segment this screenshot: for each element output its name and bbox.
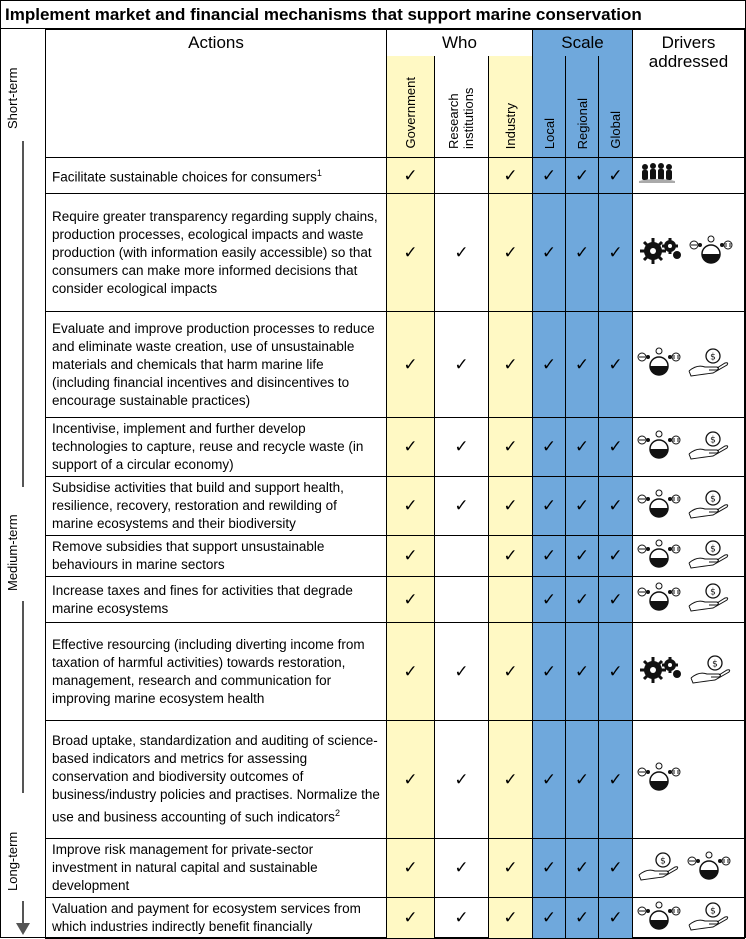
global-header: Global: [599, 56, 633, 158]
check-cell: ✓: [533, 312, 566, 418]
check-cell: ✓: [489, 839, 533, 898]
timeline-line-segment: [22, 601, 24, 793]
table-row: [46, 312, 745, 418]
check-cell: ✓: [435, 477, 489, 536]
check-cell: [435, 577, 489, 623]
check-cell: ✓: [533, 721, 566, 839]
check-cell: ✓: [435, 623, 489, 721]
check-cell: ✓: [489, 312, 533, 418]
check-cell: ✓: [566, 577, 599, 623]
drivers-cell: [633, 158, 745, 194]
who-header: Who: [387, 30, 533, 56]
drivers-cell: [633, 312, 745, 418]
footnote-marker: 1: [316, 168, 322, 179]
check-cell: ✓: [387, 577, 435, 623]
table-row: [46, 477, 745, 536]
action-text: Increase taxes and fines for activities that degrade marine ecosystems: [46, 577, 387, 623]
money-hand-icon: [687, 582, 731, 617]
check-cell: ✓: [599, 721, 633, 839]
drivers-cell: [633, 536, 745, 577]
table-row: [46, 158, 745, 194]
check-cell: ✓: [599, 898, 633, 939]
check-cell: ✓: [387, 312, 435, 418]
drivers-cell: [633, 418, 745, 477]
check-cell: ✓: [599, 839, 633, 898]
check-cell: ✓: [489, 477, 533, 536]
check-cell: ✓: [435, 839, 489, 898]
check-cell: ✓: [533, 577, 566, 623]
check-cell: ✓: [489, 158, 533, 194]
check-cell: ✓: [566, 194, 599, 312]
check-cell: ✓: [435, 721, 489, 839]
check-cell: ✓: [566, 721, 599, 839]
people-icon: [637, 162, 677, 189]
table-row: [46, 623, 745, 721]
gears-icon: [637, 235, 683, 270]
marine-sectors-icon: [637, 430, 681, 465]
drivers-cell: [633, 839, 745, 898]
drivers-cell: [633, 898, 745, 939]
timeline-line-segment: [22, 141, 24, 487]
action-text: Incentivise, implement and further develop technologies to capture, reuse and recycle waste (in support of a circular economy): [46, 418, 387, 477]
regional-header: Regional: [566, 56, 599, 158]
check-cell: ✓: [489, 721, 533, 839]
scale-header: Scale: [533, 30, 633, 56]
action-text: Effective resourcing (including diverting income from taxation of harmful activities) towards restoration, management, research and communication for improving marine ecosystem health: [46, 623, 387, 721]
timeline-short-term-label: Short-term: [5, 67, 20, 129]
check-cell: ✓: [387, 194, 435, 312]
svg-text:$: $: [710, 906, 716, 916]
check-cell: ✓: [533, 477, 566, 536]
check-cell: ✓: [387, 418, 435, 477]
marine-sectors-icon: [637, 762, 681, 797]
action-text: Improve risk management for private-sector investment in natural capital and sustainable development: [46, 839, 387, 898]
check-cell: ✓: [489, 623, 533, 721]
check-cell: ✓: [599, 623, 633, 721]
check-cell: ✓: [387, 721, 435, 839]
check-cell: [435, 536, 489, 577]
check-cell: ✓: [435, 194, 489, 312]
check-cell: ✓: [533, 623, 566, 721]
table-row: [46, 194, 745, 312]
check-cell: ✓: [387, 623, 435, 721]
research-header: Research institutions: [435, 56, 489, 158]
table-row: [46, 898, 745, 939]
timeline-medium-term-label: Medium-term: [5, 514, 20, 591]
local-header: Local: [533, 56, 566, 158]
table-row: [46, 536, 745, 577]
action-text: Valuation and payment for ecosystem services from which industries indirectly benefit financially: [46, 898, 387, 939]
check-cell: ✓: [533, 536, 566, 577]
check-cell: ✓: [566, 623, 599, 721]
action-text: Subsidise activities that build and support health, resilience, recovery, restoration and rewilding of marine ecosystems and their biodiversity: [46, 477, 387, 536]
svg-text:$: $: [712, 659, 718, 670]
marine-sectors-icon: [637, 539, 681, 574]
action-text: Require greater transparency regarding supply chains, production processes, ecological impacts and waste production (with information easily accessible) so that consumers can make more informed decisions that consider ecological impacts: [46, 194, 387, 312]
svg-text:$: $: [710, 352, 716, 363]
drivers-header: Drivers addressed: [633, 30, 745, 158]
check-cell: ✓: [489, 418, 533, 477]
actions-table: [45, 29, 745, 939]
action-text: Evaluate and improve production processes to reduce and eliminate waste creation, use of unsustainable materials and chemicals that harm marine life (including financial incentives and disincentives to encourage sustainable practices): [46, 312, 387, 418]
drivers-cell: [633, 194, 745, 312]
action-text: Remove subsidies that support unsustainable behaviours in marine sectors: [46, 536, 387, 577]
check-cell: ✓: [533, 839, 566, 898]
table-row: [46, 839, 745, 898]
check-cell: ✓: [566, 536, 599, 577]
table-row: [46, 721, 745, 839]
check-cell: ✓: [533, 158, 566, 194]
check-cell: ✓: [566, 898, 599, 939]
check-cell: ✓: [387, 536, 435, 577]
marine-sectors-icon: [689, 235, 733, 270]
check-cell: ✓: [599, 312, 633, 418]
table-row: [46, 577, 745, 623]
check-cell: [435, 158, 489, 194]
svg-text:$: $: [710, 544, 716, 554]
svg-text:$: $: [710, 435, 716, 445]
drivers-cell: [633, 721, 745, 839]
check-cell: ✓: [435, 898, 489, 939]
svg-text:$: $: [710, 587, 716, 598]
check-cell: ✓: [533, 194, 566, 312]
actions-header: Actions: [46, 30, 387, 158]
check-cell: ✓: [435, 312, 489, 418]
money-hand-icon: [689, 654, 733, 689]
check-cell: ✓: [599, 194, 633, 312]
check-cell: ✓: [533, 418, 566, 477]
check-cell: ✓: [387, 477, 435, 536]
svg-text:$: $: [710, 494, 716, 504]
industry-header: Industry: [489, 56, 533, 158]
marine-sectors-icon: [637, 582, 681, 617]
check-cell: ✓: [435, 418, 489, 477]
check-cell: ✓: [387, 898, 435, 939]
timeline-arrowhead: [16, 923, 30, 935]
check-cell: ✓: [599, 477, 633, 536]
check-cell: ✓: [599, 418, 633, 477]
check-cell: ✓: [489, 898, 533, 939]
timeline-line-segment: [22, 901, 24, 923]
money-hand-icon: [687, 539, 731, 574]
drivers-cell: [633, 577, 745, 623]
footnote-marker: 2: [334, 808, 340, 819]
svg-text:$: $: [660, 856, 666, 866]
action-text: Broad uptake, standardization and auditing of science-based indicators and metrics for assessing conservation and biodiversity outcomes of business/industry policies and practises. Normalize the use and business accounting of such indicators$^2$: [46, 721, 387, 839]
check-cell: ✓: [599, 158, 633, 194]
check-cell: ✓: [387, 839, 435, 898]
marine-sectors-icon: [637, 347, 681, 382]
money-hand-icon: [687, 347, 731, 382]
check-cell: ✓: [599, 536, 633, 577]
page-title: Implement market and financial mechanisms that support marine conservation: [1, 1, 745, 29]
marine-sectors-icon: [637, 901, 681, 936]
check-cell: [489, 577, 533, 623]
check-cell: ✓: [566, 477, 599, 536]
check-cell: ✓: [489, 536, 533, 577]
drivers-cell: [633, 477, 745, 536]
check-cell: ✓: [566, 418, 599, 477]
table-row: [46, 418, 745, 477]
check-cell: ✓: [566, 839, 599, 898]
check-cell: ✓: [566, 312, 599, 418]
money-hand-icon: [687, 430, 731, 465]
money-hand-icon: [687, 489, 731, 524]
action-text: Facilitate sustainable choices for consumers$^1$: [46, 158, 387, 194]
check-cell: ✓: [533, 898, 566, 939]
marine-sectors-icon: [687, 851, 731, 886]
check-cell: ✓: [387, 158, 435, 194]
timeline: [1, 29, 46, 937]
marine-sectors-icon: [637, 489, 681, 524]
timeline-long-term-label: Long-term: [5, 831, 20, 891]
check-cell: ✓: [599, 577, 633, 623]
check-cell: ✓: [566, 158, 599, 194]
gears-icon: [637, 654, 683, 689]
drivers-cell: [633, 623, 745, 721]
check-cell: ✓: [489, 194, 533, 312]
money-hand-icon: [637, 851, 681, 886]
money-hand-icon: [687, 901, 731, 936]
government-header: Government: [387, 56, 435, 158]
